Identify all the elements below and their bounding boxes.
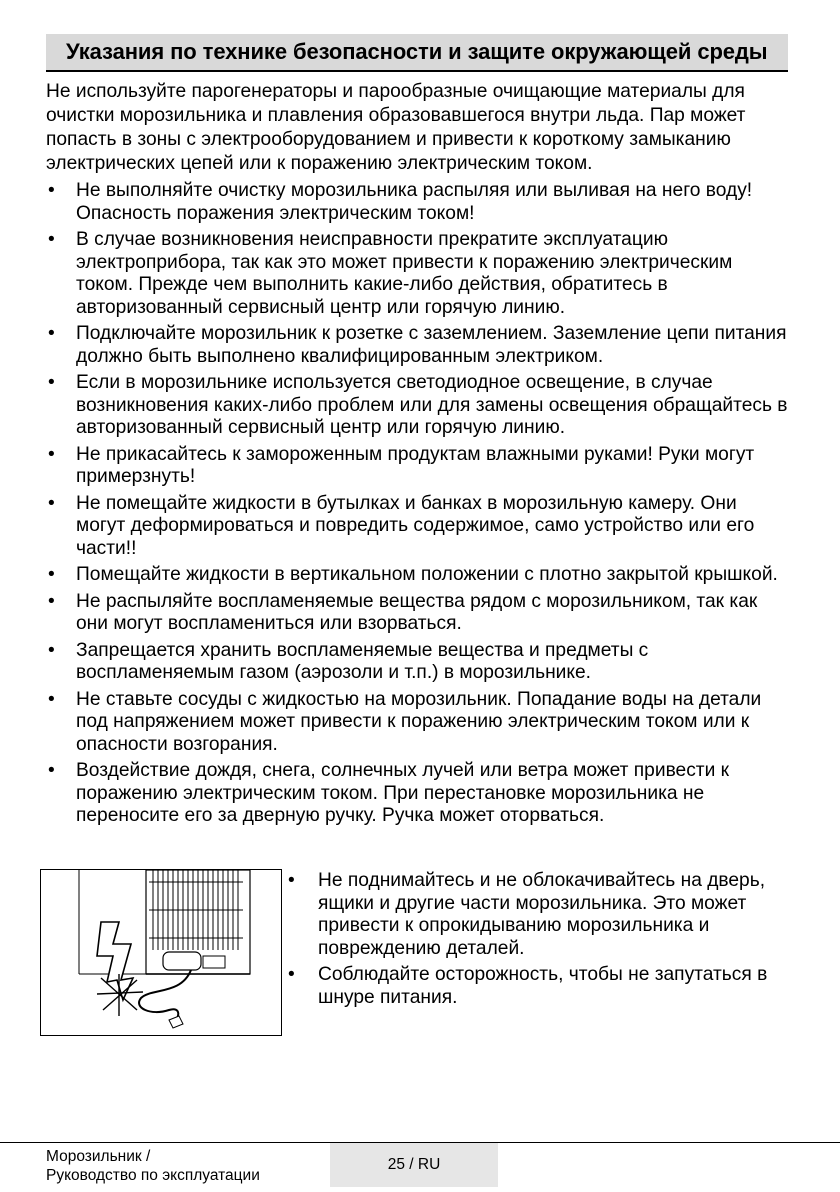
list-item: • Не поднимайтесь и не облокачивайтесь на дверь, ящики и другие части морозильника. Это может привести к опрокидыванию морозильника и повреждению деталей. — [286, 870, 786, 960]
list-item: • Не прикасайтесь к замороженным продуктам влажными руками! Руки могут примерзнуть! — [46, 444, 788, 489]
list-item: • Не помещайте жидкости в бутылках и банках в морозильную камеру. Они могут деформироваться и повредить содержимое, само устройство или его части!! — [46, 493, 788, 561]
footer-line1: Морозильник / — [46, 1148, 151, 1165]
side-content — [286, 870, 786, 1009]
list-item: • Не выполняйте очистку морозильника распыляя или выливая на него воду! Опасность поражения электрическим током! — [46, 180, 788, 225]
footer-doc-title — [46, 1147, 260, 1185]
section-header — [46, 34, 788, 72]
safety-list — [46, 180, 788, 828]
footer-line2: Руководство по эксплуатации — [46, 1167, 260, 1184]
list-item: • В случае возникновения неисправности прекратите эксплуатацию электроприбора, так как это может привести к поражению электрическим током. Прежде чем выполнить какие-либо действия, обратитесь в авторизованный сервисный центр или горячую линию. — [46, 229, 788, 319]
intro-paragraph: Не используйте парогенераторы и парообразные очищающие материалы для очистки морозильника и плавления образовавшегося внутри льда. Пар может попасть в зоны с электрооборудованием и привести к короткому замыканию электрических цепей или к поражению электрическим током. — [46, 81, 746, 174]
list-item: • Не ставьте сосуды с жидкостью на морозильник. Попадание воды на детали под напряжением может привести к поражению электрическим током или к опасности возгорания. — [46, 689, 788, 757]
freezer-cord-illustration — [40, 869, 282, 1036]
list-item: • Если в морозильнике используется светодиодное освещение, в случае возникновения каких-либо проблем или для замены освещения обращайтесь в авторизованный сервисный центр или горячую линию. — [46, 372, 788, 440]
list-item: • Помещайте жидкости в вертикальном положении с плотно закрытой крышкой. — [46, 564, 788, 587]
list-item: • Запрещается хранить воспламеняемые вещества и предметы с воспламеняемым газом (аэрозоли и т.п.) в морозильнике. — [46, 640, 788, 685]
list-item: • Не распыляйте воспламеняемые вещества рядом с морозильником, так как они могут воспламениться или взорваться. — [46, 591, 788, 636]
section-title: Указания по технике безопасности и защите окружающей среды — [66, 39, 768, 64]
list-item: • Воздействие дождя, снега, солнечных лучей или ветра может привести к поражению электрическим током. При перестановке морозильника не переносите его за дверную ручку. Ручка может оторваться. — [46, 760, 788, 828]
list-item: • Подключайте морозильник к розетке с заземлением. Заземление цепи питания должно быть выполнено квалифицированным электриком. — [46, 323, 788, 368]
side-safety-list — [286, 870, 786, 1009]
main-content — [46, 80, 788, 828]
page-number: 25 / RU — [330, 1143, 498, 1187]
list-item: • Соблюдайте осторожность, чтобы не запутаться в шнуре питания. — [286, 964, 786, 1009]
